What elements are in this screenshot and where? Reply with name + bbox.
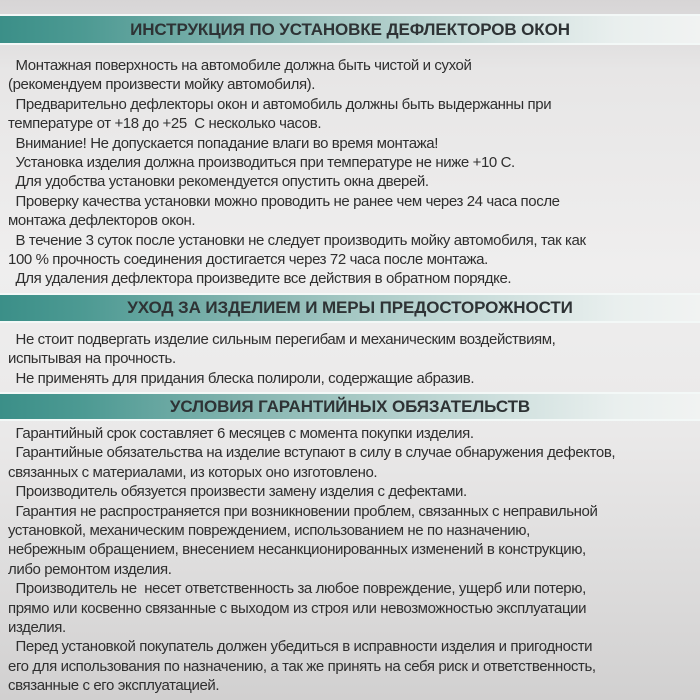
text-line: Гарантийный срок составляет 6 месяцев с момента покупки изделия. (8, 425, 474, 442)
text-line: прямо или косвенно связанные с выходом из строя или невозможностью эксплуатации (8, 599, 587, 617)
text-line: Установка изделия должна производиться при температуре не ниже +10 С. (8, 154, 515, 172)
text-line: Предварительно дефлекторы окон и автомобиль должны быть выдержанны при (8, 95, 552, 113)
text-line: В течение 3 суток после установки не следует производить мойку автомобиля, так как (8, 231, 586, 249)
banner-installation (0, 14, 700, 45)
text-line: Не применять для придания блеска полироли, содержащие абразив. (8, 369, 475, 387)
text-line: небрежным обращением, внесением несанкционированных изменений в конструкцию, (8, 541, 586, 559)
text-line: изделия. (8, 619, 66, 637)
text-line: его для использования по назначению, а так же принять на себя риск и ответственность, (8, 657, 596, 675)
text-line: Монтажная поверхность на автомобиле должна быть чистой и сухой (8, 57, 472, 74)
text-line: Гарантия не распространяется при возникновении проблем, связанных с неправильной (8, 502, 598, 520)
text-line: Проверку качества установки можно проводить не ранее чем через 24 часа после (8, 192, 560, 210)
text-line: Для удобства установки рекомендуется опустить окна дверей. (8, 173, 429, 191)
section-body-warranty (8, 424, 698, 696)
section-title-care: УХОД ЗА ИЗДЕЛИЕМ И МЕРЫ ПРЕДОСТОРОЖНОСТИ (127, 298, 573, 317)
text-line: либо ремонтом изделия. (8, 560, 172, 578)
text-line: 100 % прочность соединения достигается через 72 часа после монтажа. (8, 251, 488, 269)
text-line: связанных с материалами, из которых оно изготовлено. (8, 463, 378, 481)
text-line: (рекомендуем произвести мойку автомобиля). (8, 76, 316, 94)
section-body-care (8, 330, 698, 388)
text-line: Не стоит подвергать изделие сильным перегибам и механическим воздействиям, (8, 331, 556, 348)
text-line: температуре от +18 до +25 С несколько часов. (8, 115, 322, 133)
text-line: установкой, механическим повреждением, использованием не по назначению, (8, 522, 530, 540)
text-line: Производитель не несет ответственность за любое повреждение, ущерб или потерю, (8, 580, 586, 598)
text-line: монтажа дефлекторов окон. (8, 212, 196, 230)
text-line: испытывая на прочность. (8, 350, 176, 368)
text-line: связанные с его эксплуатацией. (8, 677, 220, 695)
banner-care (0, 293, 700, 323)
section-title-installation: ИНСТРУКЦИЯ ПО УСТАНОВКЕ ДЕФЛЕКТОРОВ ОКОН (130, 19, 570, 39)
text-line: Перед установкой покупатель должен убедиться в исправности изделия и пригодности (8, 638, 593, 656)
text-line: Гарантийные обязательства на изделие вступают в силу в случае обнаружения дефектов, (8, 444, 616, 462)
text-line: Внимание! Не допускается попадание влаги во время монтажа! (8, 134, 438, 152)
banner-warranty (0, 392, 700, 421)
text-line: Производитель обязуется произвести замену изделия с дефектами. (8, 483, 467, 501)
text-line: Для удаления дефлектора произведите все действия в обратном порядке. (8, 270, 512, 288)
section-body-installation (8, 56, 698, 289)
section-title-warranty: УСЛОВИЯ ГАРАНТИЙНЫХ ОБЯЗАТЕЛЬСТВ (169, 396, 531, 416)
